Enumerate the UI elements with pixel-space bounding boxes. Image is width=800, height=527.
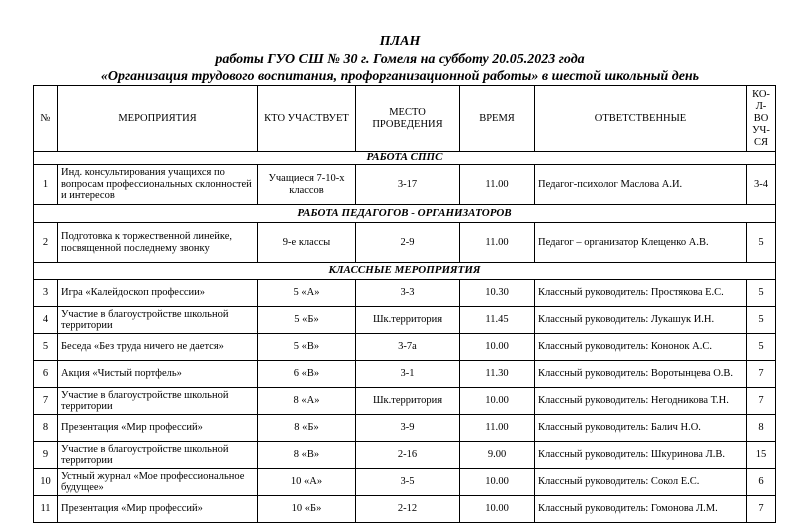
table-row <box>34 334 776 361</box>
cell-num: 4 <box>34 307 58 334</box>
cell-event: Устный журнал «Мое профессиональное будущее» <box>58 469 258 496</box>
section-title: РАБОТА ПЕДАГОГОВ - ОРГАНИЗАТОРОВ <box>34 205 776 223</box>
cell-num: 10 <box>34 469 58 496</box>
col-event-header: МЕРОПРИЯТИЯ <box>58 86 258 152</box>
cell-resp: Классный руководитель: Кононок А.С. <box>535 334 747 361</box>
cell-place: 3-1 <box>356 361 460 388</box>
cell-who: 10 «Б» <box>258 496 356 523</box>
cell-place: Шк.территория <box>356 388 460 415</box>
col-place-header: МЕСТО ПРОВЕДЕНИЯ <box>356 86 460 152</box>
cell-event: Участие в благоустройстве школьной территории <box>58 442 258 469</box>
cell-place: 3-3 <box>356 280 460 307</box>
section-row <box>34 152 776 165</box>
table-row <box>34 307 776 334</box>
cell-place: 2-9 <box>356 223 460 263</box>
cell-who: 5 «В» <box>258 334 356 361</box>
cell-event: Участие в благоустройстве школьной территории <box>58 307 258 334</box>
cell-who: 10 «А» <box>258 469 356 496</box>
cell-num: 6 <box>34 361 58 388</box>
cell-resp: Классный руководитель: Балич Н.О. <box>535 415 747 442</box>
cell-num: 5 <box>34 334 58 361</box>
table-row <box>34 469 776 496</box>
cell-count: 3-4 <box>747 165 776 205</box>
plan-title: ПЛАН <box>379 34 421 49</box>
cell-event: Беседа «Без труда ничего не дается» <box>58 334 258 361</box>
cell-num: 7 <box>34 388 58 415</box>
header-row <box>34 86 776 152</box>
cell-event: Акция «Чистый портфель» <box>58 361 258 388</box>
cell-who: 9-е классы <box>258 223 356 263</box>
cell-event: Подготовка к торжественной линейке, посвященной последнему звонку <box>58 223 258 263</box>
cell-resp: Классный руководитель: Воротынцева О.В. <box>535 361 747 388</box>
table-row <box>34 415 776 442</box>
cell-num: 2 <box>34 223 58 263</box>
cell-count: 15 <box>747 442 776 469</box>
section-row <box>34 263 776 280</box>
cell-num: 1 <box>34 165 58 205</box>
cell-who: 8 «Б» <box>258 415 356 442</box>
cell-num: 11 <box>34 496 58 523</box>
cell-count: 8 <box>747 415 776 442</box>
cell-place: 3-9 <box>356 415 460 442</box>
cell-resp: Педагог-психолог Маслова А.И. <box>535 165 747 205</box>
col-num-header: № <box>34 86 58 152</box>
cell-count: 7 <box>747 496 776 523</box>
cell-resp: Классный руководитель: Гомонова Л.М. <box>535 496 747 523</box>
col-time-header: ВРЕМЯ <box>460 86 535 152</box>
section-title: РАБОТА СППС <box>34 152 776 165</box>
cell-count: 7 <box>747 361 776 388</box>
cell-time: 9.00 <box>460 442 535 469</box>
cell-place: 3-7а <box>356 334 460 361</box>
cell-place: 3-17 <box>356 165 460 205</box>
cell-event: Игра «Калейдоскоп профессии» <box>58 280 258 307</box>
cell-count: 6 <box>747 469 776 496</box>
cell-count: 5 <box>747 307 776 334</box>
cell-resp: Классный руководитель: Шкуринова Л.В. <box>535 442 747 469</box>
plan-table <box>33 85 776 523</box>
cell-time: 10.30 <box>460 280 535 307</box>
cell-time: 11.00 <box>460 223 535 263</box>
cell-place: 3-5 <box>356 469 460 496</box>
section-title: КЛАССНЫЕ МЕРОПРИЯТИЯ <box>34 263 776 280</box>
table-row <box>34 223 776 263</box>
table-row <box>34 442 776 469</box>
cell-who: 8 «В» <box>258 442 356 469</box>
cell-time: 10.00 <box>460 334 535 361</box>
cell-count: 7 <box>747 388 776 415</box>
section-row <box>34 205 776 223</box>
cell-num: 3 <box>34 280 58 307</box>
cell-place: 2-16 <box>356 442 460 469</box>
table-row <box>34 496 776 523</box>
cell-time: 11.00 <box>460 165 535 205</box>
cell-event: Презентация «Мир профессий» <box>58 415 258 442</box>
cell-count: 5 <box>747 334 776 361</box>
table-row <box>34 388 776 415</box>
col-count-header: КО-Л-ВО УЧ-СЯ <box>747 86 776 152</box>
col-who-header: КТО УЧАСТВУЕТ <box>258 86 356 152</box>
cell-event: Инд. консультирования учащихся по вопросам профессиональных склонностей и интересов <box>58 165 258 205</box>
table-row <box>34 361 776 388</box>
cell-time: 10.00 <box>460 388 535 415</box>
cell-time: 10.00 <box>460 496 535 523</box>
cell-time: 11.30 <box>460 361 535 388</box>
col-resp-header: ОТВЕТСТВЕННЫЕ <box>535 86 747 152</box>
plan-theme: «Организация трудового воспитания, профорганизационной работы» в шестой школьный день <box>100 69 700 84</box>
cell-place: 2-12 <box>356 496 460 523</box>
table-row <box>34 280 776 307</box>
cell-event: Участие в благоустройстве школьной территории <box>58 388 258 415</box>
cell-resp: Педагог – организатор Клещенко А.В. <box>535 223 747 263</box>
cell-place: Шк.территория <box>356 307 460 334</box>
cell-resp: Классный руководитель: Сокол Е.С. <box>535 469 747 496</box>
cell-resp: Классный руководитель: Лукашук И.Н. <box>535 307 747 334</box>
cell-resp: Классный руководитель: Негодникова Т.Н. <box>535 388 747 415</box>
cell-count: 5 <box>747 280 776 307</box>
cell-who: 5 «А» <box>258 280 356 307</box>
plan-subtitle: работы ГУО СШ № 30 г. Гомеля на субботу 20.05.2023 года <box>215 52 585 67</box>
cell-time: 10.00 <box>460 469 535 496</box>
cell-event: Презентация «Мир профессий» <box>58 496 258 523</box>
cell-num: 8 <box>34 415 58 442</box>
cell-num: 9 <box>34 442 58 469</box>
table-row <box>34 165 776 205</box>
cell-who: 8 «А» <box>258 388 356 415</box>
cell-resp: Классный руководитель: Простякова Е.С. <box>535 280 747 307</box>
cell-who: 6 «В» <box>258 361 356 388</box>
cell-who: Учащиеся 7-10-х классов <box>258 165 356 205</box>
cell-time: 11.45 <box>460 307 535 334</box>
cell-time: 11.00 <box>460 415 535 442</box>
cell-count: 5 <box>747 223 776 263</box>
cell-who: 5 «Б» <box>258 307 356 334</box>
